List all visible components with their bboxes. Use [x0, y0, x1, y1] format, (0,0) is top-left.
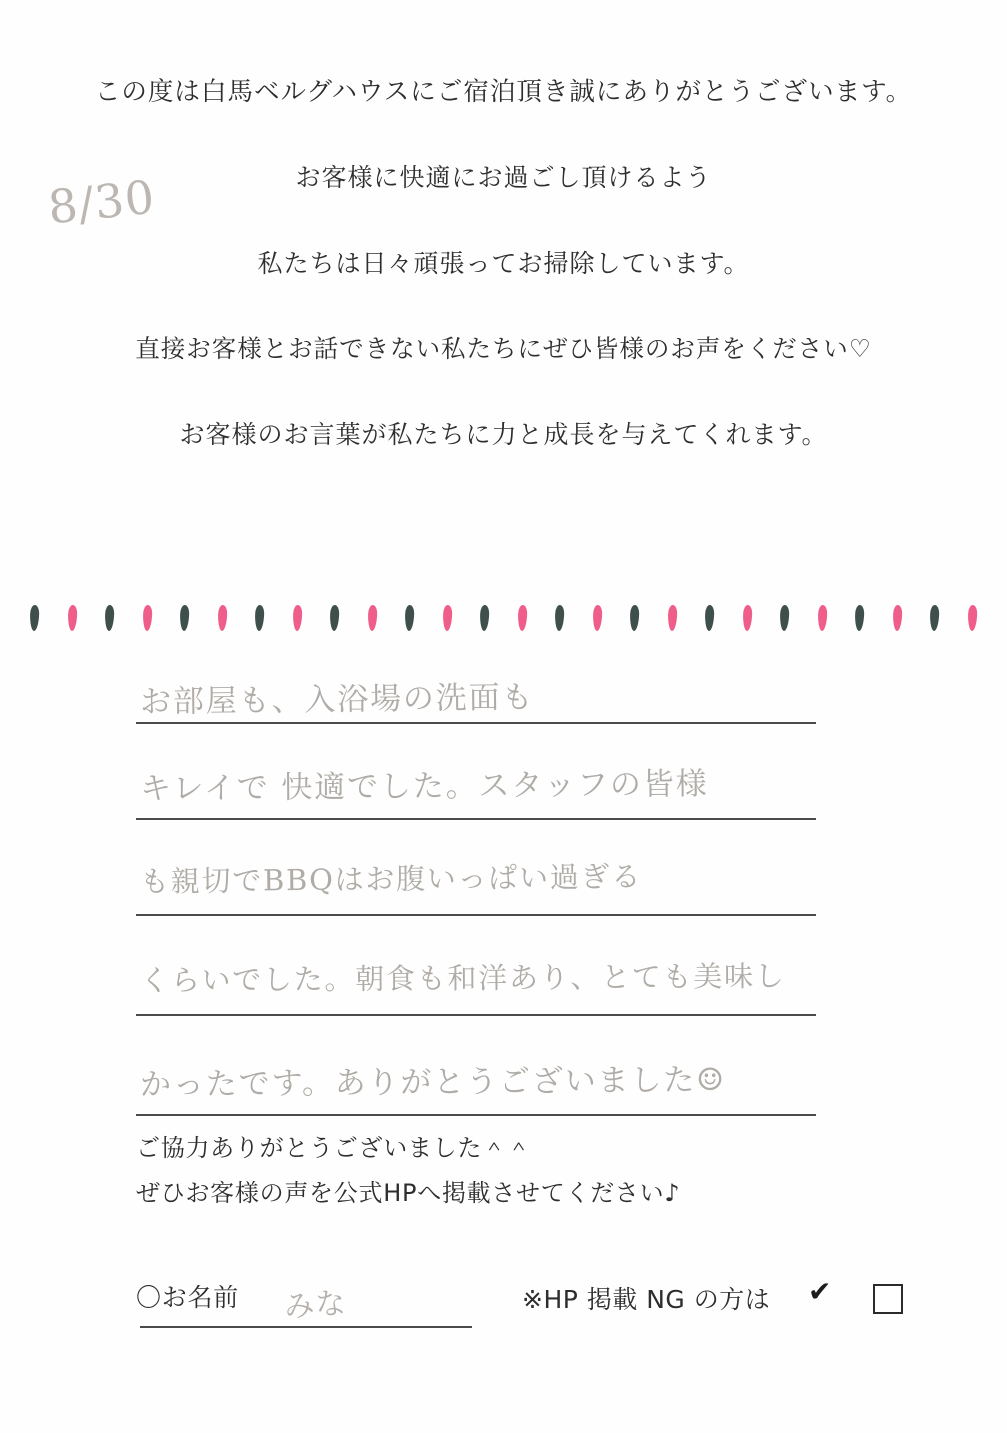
divider-tick	[217, 605, 227, 631]
intro-line-4: 直接お客様とお話できない私たちにぜひ皆様のお声をください♡	[135, 334, 872, 363]
closing-block	[136, 1128, 896, 1218]
intro-line-2: お客様に快適にお過ごし頂けるよう	[295, 163, 712, 192]
handwritten-comment-line-4: くらいでした。朝食も和洋あり、とても美味し	[139, 958, 786, 998]
divider-tick	[817, 605, 827, 631]
divider-tick	[405, 605, 415, 631]
intro-line-5: お客様のお言葉が私たちに力と成長を与えてくれます。	[179, 420, 828, 449]
hp-ng-note: ※HP 掲載 NG の方は	[522, 1285, 771, 1314]
divider-tick	[442, 605, 452, 631]
name-input-rule[interactable]	[140, 1326, 472, 1328]
divider-tick	[630, 605, 640, 631]
hp-ng-checkbox[interactable]	[873, 1284, 903, 1314]
divider-tick	[292, 605, 302, 631]
handwritten-date: 8/30	[45, 169, 158, 235]
divider-tick	[367, 605, 377, 631]
name-input-value[interactable]: みな	[283, 1285, 348, 1326]
divider-tick	[517, 605, 527, 631]
writing-rule	[136, 914, 816, 916]
divider-tick	[892, 605, 902, 631]
handwritten-comment-line-5: かったです。ありがとうございました☺	[139, 1061, 726, 1104]
divider-tick	[180, 605, 190, 631]
divider-tick	[555, 605, 565, 631]
intro-line-3: 私たちは日々頑張ってお掃除しています。	[257, 249, 750, 278]
writing-rule	[136, 818, 816, 820]
writing-rule	[136, 1114, 816, 1116]
intro-line-1: この度は白馬ベルグハウスにご宿泊頂き誠にありがとうございます。	[94, 77, 913, 107]
writing-rule	[136, 722, 816, 724]
divider-tick	[930, 605, 940, 631]
handwritten-comment-line-1: お部屋も、入浴場の洗面も	[139, 679, 535, 721]
divider-tick	[742, 605, 752, 631]
divider-tick	[855, 605, 865, 631]
divider-tick	[67, 605, 77, 631]
divider-tick	[105, 605, 115, 631]
handwritten-comment-line-3: も親切でBBQはお腹いっぱい過ぎる	[139, 859, 643, 899]
divider-tick	[780, 605, 790, 631]
divider-tick	[142, 605, 152, 631]
footer-block	[136, 1275, 916, 1338]
decorative-divider	[30, 600, 977, 636]
divider-tick	[705, 605, 715, 631]
name-label: 〇お名前	[136, 1283, 240, 1312]
closing-line-2: ぜひお客様の声を公式HPへ掲載させてください♪	[136, 1179, 681, 1207]
divider-tick	[967, 605, 977, 631]
handwritten-comment-line-2: キレイで 快適でした。スタッフの皆様	[139, 766, 709, 808]
divider-tick	[480, 605, 490, 631]
divider-tick	[330, 605, 340, 631]
divider-tick	[255, 605, 265, 631]
closing-line-1: ご協力ありがとうございました＾＾	[136, 1134, 532, 1162]
divider-tick	[30, 605, 40, 631]
intro-block	[0, 72, 1007, 451]
divider-tick	[592, 605, 602, 631]
check-mark-icon: ✔	[808, 1275, 832, 1308]
writing-rule	[136, 1014, 816, 1016]
divider-tick	[667, 605, 677, 631]
